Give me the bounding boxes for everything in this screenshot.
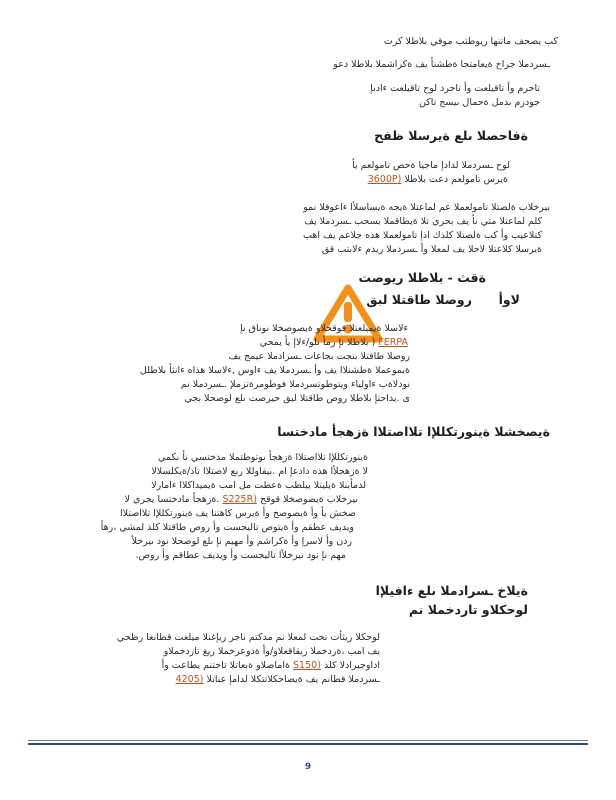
policy-code-link[interactable]: (3600P xyxy=(367,174,402,185)
warning-para-line-2-text: ( بلاطلا نإ رمأ ىلو/ءلاإ يأ يمحي xyxy=(259,337,376,348)
section-heading-drug-free-line-1: ةيلاخ ـسرادملا ىلع ءافيلإا xyxy=(375,583,528,598)
section4-line-3-pre: اداوجيرادلا كلذ xyxy=(323,660,380,671)
intro-line-2: ـسردملا جراخ ةيعامتجا ةطشنأ يف ةكراشملا بلاطلا دعو xyxy=(333,59,550,70)
intro-line-3: تاحرم وأ تاقيلعت وأ تاجرد لوح تاقيلعت ءادبإ xyxy=(370,83,540,94)
section4-line-2: يف امب ،ةردخملا ريقاقعلاو/وأ ةدوعرخملا ريغ تاردخملاو xyxy=(163,646,380,657)
section1-para2-line4: ةيرسلا كلاعتلا لاحلا يف لمعلا وأ ـسردملا ريدم ءلابتب قق xyxy=(321,244,542,255)
section3-line-4 xyxy=(125,492,358,507)
section3-line-6: ويديف عطقم وأ ةيتوص تاليجست وأ روص طاقتلا كلذ لمشي ،رهأ xyxy=(100,522,354,533)
section3-line-4-post: .ةزهجأ مادختسا يجري لا xyxy=(124,494,220,505)
warning-para-line-6: ى .يداحتإ بلاطلا روص طاقتلا لبق حيرصت ىلع لوصحلا بجي xyxy=(184,393,410,404)
section1-para1-line1: لوح ـسردملا لدادإ ماجيا ةحص تامولعم يأ xyxy=(352,160,510,171)
section-heading-personal-devices: ةيصخشلا ةينورتكللإا تلااصتلاا ةزهجأ مادختسا xyxy=(277,424,550,439)
section4-line-3-post: ةاماصلاو ةبعاتلا تاجتنم يطاعت وأ xyxy=(161,660,290,671)
ferpa-link[interactable]: FERPA xyxy=(378,337,408,348)
warning-heading-line-2-a: لاوأ xyxy=(498,292,520,307)
section3-line-3: لدمأبنلا ةيليتلا بيلطب ةعطت مل امب ةيميداكلاا ءامارلا xyxy=(151,480,366,491)
section-heading-privacy-journalism: ةفاحصلا ىلع ةيرسلا ظفح xyxy=(374,128,528,143)
section1-para2-line1: بيرخلاب ةلصتلا تامولعملا عم لماعتلا ةيجه ةيساسلأا ءاعوقلا نمو xyxy=(303,202,550,213)
section1-para2-line3: كتلاعيب وأ كب ةلصتلا كلذك اذإ تامولعملا هذه جلاعم يف اهب xyxy=(303,230,542,241)
section1-para1-line2 xyxy=(368,172,508,187)
warning-heading-line-2-b: روصلا طاقتلا لبق xyxy=(366,292,472,307)
warning-para-line-1: ءلاسلا ةيميلعتلا قوقحلاو ةيصوصخلا نوناق نإ xyxy=(240,323,408,334)
warning-para-line-4: ةيموعملا ةطشنلاا يف وأ ـسردملا يف ءاوس ,ءلاسلا هذاه ءانثأ بلاطلل xyxy=(139,365,410,376)
s225r-link[interactable]: (S225R xyxy=(222,494,257,505)
section3-line-2: لا ةزهجلأا هذه دادعإ ام .بيفاوللا ربع لاصتلاا تاذ/ةيكلسلالا xyxy=(151,466,368,477)
warning-para-line-3: روصلا طاقتلا بنجت بجاعات ـسرادملا عيمج يف xyxy=(228,351,410,362)
section3-line-7: ردن وأ لاسرإ وأ ةكراشم وأ مهيم نإ ىلع لوصحلا نود ىيرخلأ xyxy=(131,536,352,547)
warning-para-line-5: نودلاةب ءاولياء ويتوطوتسردملا فوطومرةتزملإ .ـسردملا نم xyxy=(180,379,410,390)
section1-para2-line2: كلم لماعتلا متي نأ يف بحري تلا ةيطاقملا بسحب ـسردملا يف xyxy=(304,216,542,227)
section3-line-8: مهم نإ نود نيرخلأا تاليجست وأ ويديف عطاقم وأ روص. xyxy=(135,550,346,561)
warning-heading-line-1: ةقث - بلاطلا ريوصت xyxy=(358,270,486,285)
intro-line-1: كب يصحف ماتنها ريوطتب موقي بلاطلا كرت xyxy=(383,36,558,47)
s150-link[interactable]: (S150 xyxy=(293,660,321,671)
4205-link[interactable]: (4205 xyxy=(175,674,204,685)
section1-para1-line2-text: ةيرس تامولعم دعت بلاطلا xyxy=(404,174,508,185)
footer-rule-thick xyxy=(28,743,588,745)
section3-line-4-pre: ىيرخلاب ةيصوصخلا قوقح xyxy=(259,494,358,505)
section4-line-4 xyxy=(176,672,380,687)
warning-heading-line-2 xyxy=(366,292,520,307)
section4-line-3 xyxy=(162,658,380,673)
section3-line-1: ةينورتكللإا تلااصتلاا ةزهجأ ىوتوطتملا مدختسي نأ ىكمي xyxy=(158,452,368,463)
warning-para-line-2 xyxy=(260,335,408,350)
footer-rule-thin xyxy=(28,740,588,741)
intro-line-4: جودزم ىدمل ةحمال ىيسج تاكن xyxy=(418,97,540,108)
section4-line-4-pre: ـسردملا قطانم يف ةيصاحكلاتتكلا لدامإ عباتلا xyxy=(206,674,380,685)
section4-line-1: لوحكلا ريثأت تحت لمعلا نم مدكتم ناجر ريإغنلا ميلعت قطانعا رظحي xyxy=(116,632,380,643)
section-heading-drug-free-line-2: لوحكلاو تاردخملا نم xyxy=(408,602,528,617)
section3-line-5: صخش يأ وأ ةيصوصخ وأ ةيرس كاهتنا يف ةينورتكللإا تلااصتلاا xyxy=(120,508,356,519)
page-number: 9 xyxy=(304,762,312,772)
